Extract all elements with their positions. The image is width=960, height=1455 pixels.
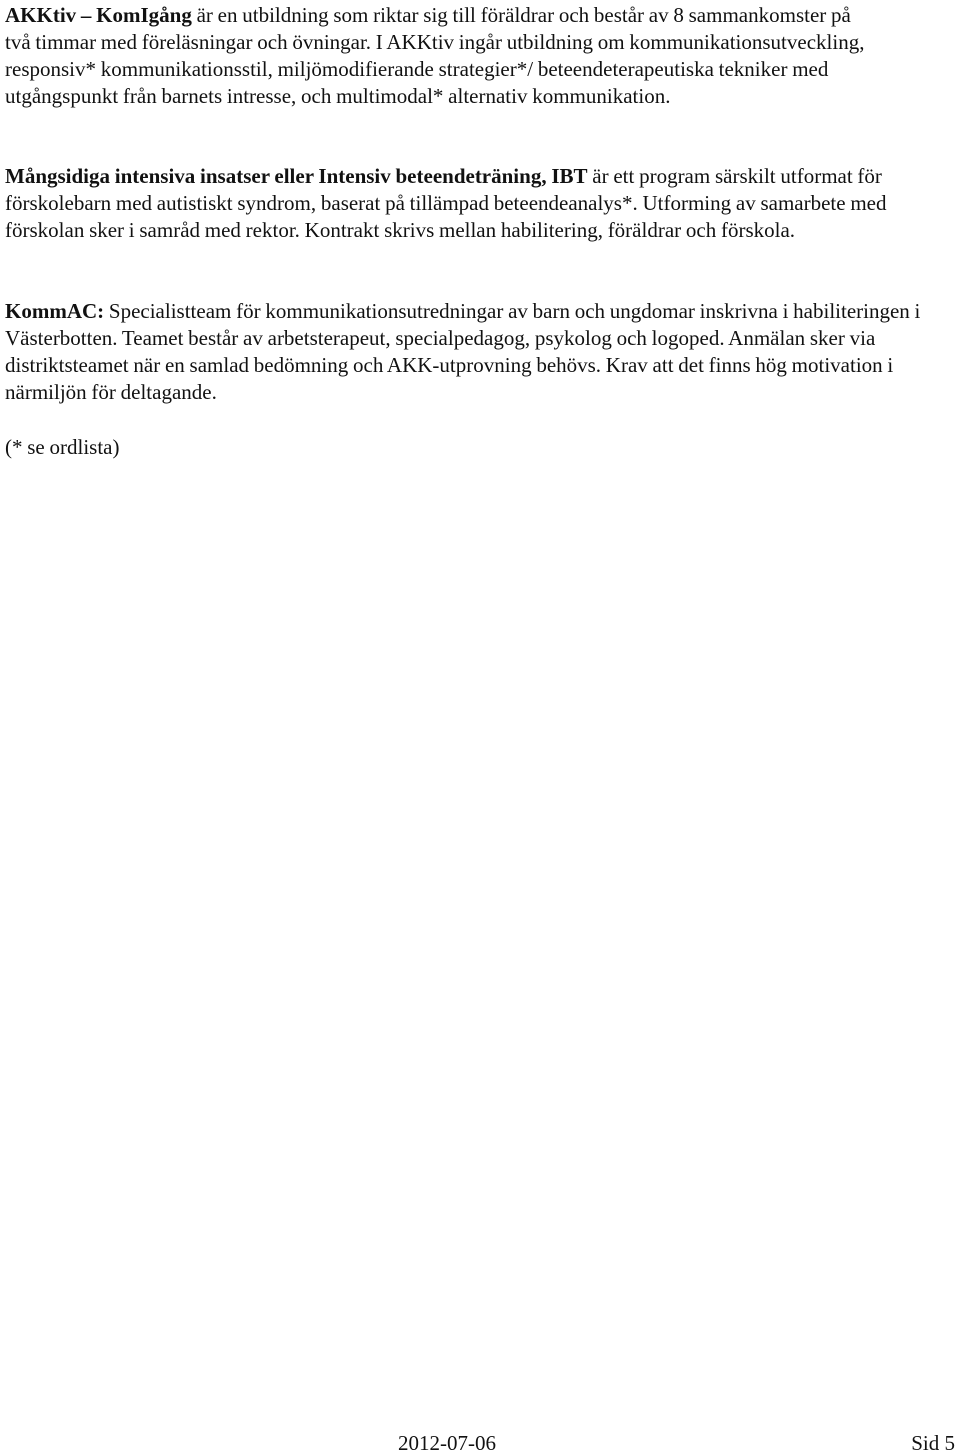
paragraph-text: är en utbildning som riktar sig till föräldrar och består av 8 sammankomster på två timmar med föreläsningar och övningar. I AKKtiv ingår utbildning om kommunikationsutveckling, responsiv* kommunikationsstil, miljömodifierande strategier*/ beteendeterapeutiska tekniker med utgångspunkt från barnets intresse, och multimodal* alternativ kommunikation. xyxy=(5,3,865,108)
footer-page-number: Sid 5 xyxy=(911,1431,955,1455)
paragraph-text: (* se ordlista) xyxy=(5,435,120,459)
page-footer xyxy=(5,1431,955,1455)
paragraph-lead: AKKtiv – KomIgång xyxy=(5,3,192,27)
paragraph-ibt xyxy=(5,163,955,244)
paragraph-glossary-note xyxy=(5,434,955,461)
footer-date: 2012-07-06 xyxy=(398,1431,496,1455)
paragraph-akktiv xyxy=(5,2,865,110)
paragraph-kommac xyxy=(5,298,955,406)
paragraph-text: Specialistteam för kommunikationsutredningar av barn och ungdomar inskrivna i habiliteringen i Västerbotten. Teamet består av arbetsterapeut, specialpedagog, psykolog och logoped. Anmälan sker via distriktsteamet när en samlad bedömning och AKK-utprovning behövs. Krav att det finns hög motivation i närmiljön för deltagande. xyxy=(5,299,921,404)
paragraph-lead: Mångsidiga intensiva insatser eller Intensiv beteendeträning, IBT xyxy=(5,164,588,188)
paragraph-text: är ett program särskilt utformat för förskolebarn med autistiskt syndrom, baserat på tillämpad beteendeanalys*. Utforming av samarbete med förskolan sker i samråd med rektor. Kontrakt skrivs mellan habilitering, föräldrar och förskola. xyxy=(5,164,887,242)
paragraph-lead: KommAC: xyxy=(5,299,105,323)
